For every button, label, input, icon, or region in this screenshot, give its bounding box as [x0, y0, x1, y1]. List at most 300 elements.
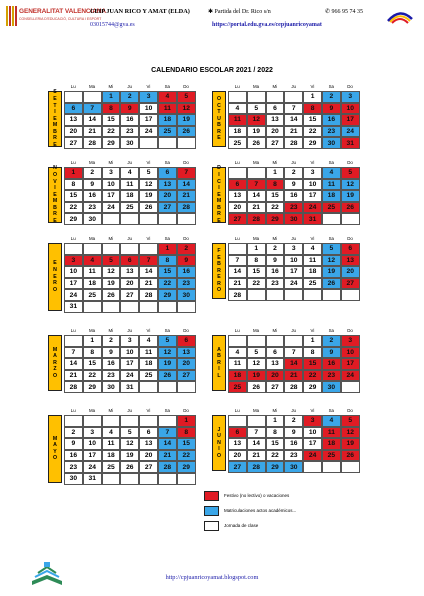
day-cell: 7	[228, 255, 247, 267]
day-cell: 15	[64, 190, 83, 202]
day-cell: 10	[83, 438, 102, 450]
month-label-letter: M	[52, 198, 58, 205]
day-cell: 19	[247, 370, 266, 382]
day-cell: 15	[266, 438, 285, 450]
legend-enrollment-swatch	[204, 506, 219, 516]
day-cell: 28	[284, 137, 303, 149]
day-cell: 21	[284, 370, 303, 382]
day-cell: 27	[139, 461, 158, 473]
day-cell: 25	[139, 370, 158, 382]
day-cell: 23	[64, 461, 83, 473]
day-cell: 20	[341, 266, 360, 278]
day-cell: 9	[102, 347, 121, 359]
day-cell: 17	[102, 190, 121, 202]
day-cell: 31	[64, 301, 83, 313]
day-cell: 26	[177, 126, 196, 138]
day-cell: 12	[102, 266, 121, 278]
month-label-letter: E	[217, 274, 221, 281]
month-label-letter: O	[216, 95, 222, 102]
day-cell: 26	[139, 202, 158, 214]
day-cell: 12	[158, 347, 177, 359]
weekday-header: Vi	[310, 407, 315, 413]
day-cell: 23	[322, 126, 341, 138]
blog-link[interactable]: http://cpjuanricoyamat.blogspot.com	[165, 574, 259, 581]
day-cell: 6	[266, 103, 285, 115]
day-cell: 5	[177, 91, 196, 103]
month-label-letter: I	[54, 109, 56, 116]
month-label-letter: C	[217, 178, 221, 185]
day-cell: 14	[177, 179, 196, 191]
weekday-header: Ju	[127, 407, 132, 413]
weekday-header: Ju	[291, 407, 296, 413]
day-cell: 15	[266, 190, 285, 202]
month-label-letter: R	[217, 128, 221, 135]
day-cell: 11	[303, 255, 322, 267]
weekday-header: Sa	[328, 407, 334, 413]
day-cell: 23	[83, 202, 102, 214]
weekday-header: Lu	[70, 83, 76, 89]
day-cell: 1	[177, 415, 196, 427]
day-cell: 4	[158, 91, 177, 103]
day-cell-empty	[228, 91, 247, 103]
day-cell: 24	[284, 278, 303, 290]
day-cell: 2	[64, 427, 83, 439]
weekday-header: Lu	[234, 327, 240, 333]
day-cell: 8	[64, 179, 83, 191]
day-cell: 23	[322, 370, 341, 382]
day-cell-empty	[120, 415, 139, 427]
day-cell: 20	[120, 278, 139, 290]
weekday-header: Vi	[146, 159, 151, 165]
day-cell: 26	[102, 289, 121, 301]
day-cell: 17	[83, 450, 102, 462]
weekday-header: Mi	[108, 327, 114, 333]
day-cell-empty	[139, 473, 158, 485]
day-cell: 22	[83, 370, 102, 382]
day-cell: 29	[158, 289, 177, 301]
day-cell-empty	[139, 137, 158, 149]
weekday-header: Sa	[328, 159, 334, 165]
month-label-letter: Y	[53, 448, 57, 455]
day-cell: 27	[64, 137, 83, 149]
day-cell: 29	[83, 381, 102, 393]
day-cell: 21	[139, 278, 158, 290]
day-cell: 13	[120, 266, 139, 278]
day-cell-empty	[303, 461, 322, 473]
school-phone: ✆ 966 95 74 35	[325, 9, 364, 15]
month-label-letter: I	[218, 366, 220, 373]
month-label-letter: N	[53, 266, 57, 273]
weekday-header: Ma	[88, 235, 96, 241]
day-cell: 7	[284, 347, 303, 359]
month-label-letter: D	[217, 165, 221, 172]
day-cell: 3	[303, 167, 322, 179]
day-cell-empty	[120, 243, 139, 255]
day-cell: 10	[341, 347, 360, 359]
weekday-header: Vi	[310, 327, 315, 333]
day-cell: 11	[322, 179, 341, 191]
generalitat-name: GENERALITAT VALENCIANA	[19, 8, 106, 15]
month-label-letter: N	[53, 165, 57, 172]
day-cell: 16	[266, 266, 285, 278]
day-cell-empty	[139, 243, 158, 255]
weekday-header: Sa	[328, 83, 334, 89]
day-cell: 12	[341, 427, 360, 439]
day-cell: 28	[64, 381, 83, 393]
day-cell-empty	[102, 473, 121, 485]
day-cell: 1	[266, 167, 285, 179]
day-cell: 8	[266, 179, 285, 191]
month-label-letter: A	[217, 346, 221, 353]
month-label-letter: J	[217, 426, 221, 433]
day-cell: 29	[102, 137, 121, 149]
day-cell: 25	[322, 202, 341, 214]
day-cell: 12	[341, 179, 360, 191]
day-cell: 17	[64, 278, 83, 290]
day-cell: 7	[284, 103, 303, 115]
day-cell: 15	[83, 358, 102, 370]
weekday-header: Mi	[272, 407, 278, 413]
day-cell: 14	[284, 358, 303, 370]
day-cell-empty	[303, 289, 322, 301]
day-cell: 12	[139, 179, 158, 191]
day-cell: 28	[139, 289, 158, 301]
day-cell: 6	[158, 167, 177, 179]
day-cell: 21	[247, 450, 266, 462]
month-label-letter: E	[53, 191, 57, 198]
day-cell: 11	[322, 427, 341, 439]
month-label-letter: B	[53, 204, 57, 211]
day-cell: 15	[102, 114, 121, 126]
day-cell-empty	[228, 335, 247, 347]
day-cell-empty	[102, 301, 121, 313]
month-label-letter: B	[217, 261, 221, 268]
day-cell: 16	[64, 450, 83, 462]
day-cell: 20	[228, 450, 247, 462]
weekday-header: Ma	[88, 83, 96, 89]
weekday-header: Do	[183, 235, 189, 241]
weekday-header: Ju	[127, 327, 132, 333]
day-cell: 18	[322, 438, 341, 450]
day-cell-empty	[341, 461, 360, 473]
month-label-letter: C	[217, 102, 221, 109]
month-label-letter: M	[52, 122, 58, 129]
month-label-letter: L	[217, 372, 221, 379]
day-cell: 19	[120, 450, 139, 462]
month-label-letter: O	[216, 452, 222, 459]
day-cell: 16	[322, 358, 341, 370]
day-cell: 25	[322, 450, 341, 462]
day-cell: 22	[303, 126, 322, 138]
day-cell: 9	[322, 103, 341, 115]
month-label-letter: F	[217, 247, 221, 254]
day-cell: 29	[64, 213, 83, 225]
day-cell: 5	[322, 243, 341, 255]
day-cell: 18	[303, 266, 322, 278]
day-cell: 30	[284, 461, 303, 473]
day-cell: 9	[322, 347, 341, 359]
legend-class-day-swatch	[204, 521, 219, 531]
day-cell: 10	[303, 179, 322, 191]
day-cell: 23	[266, 278, 285, 290]
day-cell-empty	[341, 289, 360, 301]
day-cell: 19	[247, 126, 266, 138]
weekday-header: Mi	[272, 327, 278, 333]
weekday-header: Do	[347, 407, 353, 413]
day-cell: 28	[247, 213, 266, 225]
day-cell: 2	[83, 167, 102, 179]
day-cell: 9	[120, 103, 139, 115]
weekday-header: Lu	[70, 327, 76, 333]
weekday-header: Sa	[164, 327, 170, 333]
day-cell: 26	[247, 137, 266, 149]
day-cell: 22	[177, 450, 196, 462]
day-cell: 9	[83, 179, 102, 191]
day-cell: 30	[322, 381, 341, 393]
weekday-header: Sa	[328, 327, 334, 333]
day-cell: 4	[102, 427, 121, 439]
day-cell: 6	[266, 347, 285, 359]
day-cell: 4	[139, 335, 158, 347]
month-label	[48, 167, 62, 223]
weekday-header: Lu	[234, 235, 240, 241]
day-cell: 24	[139, 126, 158, 138]
day-cell-empty	[139, 213, 158, 225]
day-cell: 27	[120, 289, 139, 301]
month-label-letter: B	[217, 122, 221, 129]
day-cell: 6	[64, 103, 83, 115]
day-cell: 23	[284, 202, 303, 214]
weekday-header: Ma	[88, 159, 96, 165]
day-cell: 18	[102, 450, 121, 462]
day-cell: 30	[83, 213, 102, 225]
day-cell-empty	[284, 289, 303, 301]
day-cell: 26	[247, 381, 266, 393]
month-label-letter: O	[216, 287, 222, 294]
day-cell: 24	[303, 202, 322, 214]
day-cell: 22	[266, 450, 285, 462]
day-cell-empty	[266, 289, 285, 301]
day-cell-empty	[177, 381, 196, 393]
day-cell-empty	[158, 137, 177, 149]
day-cell: 8	[83, 347, 102, 359]
weekday-header: Do	[183, 159, 189, 165]
month-label-letter: B	[217, 204, 221, 211]
school-email[interactable]: 03015744@gva.es	[90, 22, 135, 28]
day-cell: 31	[83, 473, 102, 485]
day-cell: 3	[139, 91, 158, 103]
month-label-letter: M	[216, 198, 222, 205]
day-cell: 28	[177, 202, 196, 214]
day-cell: 2	[284, 167, 303, 179]
day-cell: 18	[120, 190, 139, 202]
weekday-header: Lu	[234, 159, 240, 165]
day-cell: 4	[83, 255, 102, 267]
day-cell-empty	[177, 473, 196, 485]
day-cell: 7	[247, 179, 266, 191]
day-cell-empty	[139, 301, 158, 313]
day-cell: 27	[228, 213, 247, 225]
day-cell-empty	[102, 415, 121, 427]
day-cell: 14	[158, 438, 177, 450]
weekday-header: Do	[347, 327, 353, 333]
day-cell-empty	[158, 213, 177, 225]
month-label-letter: O	[52, 455, 58, 462]
day-cell: 10	[64, 266, 83, 278]
day-cell: 9	[64, 438, 83, 450]
day-cell: 17	[303, 190, 322, 202]
day-cell: 22	[303, 370, 322, 382]
page-header	[0, 0, 424, 44]
day-cell-empty	[158, 301, 177, 313]
day-cell: 8	[303, 103, 322, 115]
day-cell: 8	[247, 255, 266, 267]
month-label-letter: I	[218, 446, 220, 453]
day-cell-empty	[247, 167, 266, 179]
month-label-letter: M	[52, 346, 58, 353]
day-cell: 31	[341, 137, 360, 149]
month-label-letter: N	[217, 439, 221, 446]
weekday-header: Ma	[88, 407, 96, 413]
day-cell: 12	[120, 438, 139, 450]
month-label-letter: Z	[53, 366, 57, 373]
day-cell: 13	[139, 438, 158, 450]
day-cell: 20	[64, 126, 83, 138]
day-cell: 17	[303, 438, 322, 450]
day-cell: 1	[247, 243, 266, 255]
day-cell-empty	[102, 243, 121, 255]
month-label-letter: O	[52, 171, 58, 178]
weekday-header: Mi	[108, 235, 114, 241]
day-cell: 5	[341, 415, 360, 427]
school-portal-link[interactable]: https://portal.edu.gva.es/cepjuanricoyamat	[212, 22, 322, 28]
day-cell: 30	[284, 213, 303, 225]
month-label-letter: R	[53, 280, 57, 287]
day-cell-empty	[247, 335, 266, 347]
weekday-header: Ju	[291, 235, 296, 241]
weekday-header: Do	[347, 235, 353, 241]
legend-holiday-swatch	[204, 491, 219, 501]
school-name: CEIP JUAN RICO Y AMAT (ELDA)	[90, 8, 190, 15]
day-cell: 22	[247, 278, 266, 290]
weekday-header: Do	[183, 407, 189, 413]
day-cell: 16	[177, 266, 196, 278]
month-label-letter: E	[217, 218, 221, 225]
month-label-letter: B	[217, 353, 221, 360]
weekday-header: Lu	[234, 83, 240, 89]
weekday-header: Ma	[252, 407, 260, 413]
day-cell-empty	[83, 91, 102, 103]
month-label-letter: O	[52, 286, 58, 293]
day-cell: 2	[177, 243, 196, 255]
day-cell: 12	[177, 103, 196, 115]
day-cell: 6	[228, 427, 247, 439]
weekday-header: Lu	[70, 159, 76, 165]
day-cell: 2	[102, 335, 121, 347]
day-cell: 8	[158, 255, 177, 267]
weekday-header: Do	[183, 83, 189, 89]
day-cell: 20	[139, 450, 158, 462]
day-cell: 20	[177, 358, 196, 370]
weekday-header: Do	[183, 327, 189, 333]
day-cell-empty	[266, 91, 285, 103]
weekday-header: Do	[347, 83, 353, 89]
weekday-header: Sa	[164, 235, 170, 241]
day-cell: 20	[266, 370, 285, 382]
day-cell: 13	[228, 190, 247, 202]
day-cell: 21	[83, 126, 102, 138]
day-cell: 3	[120, 335, 139, 347]
day-cell: 17	[341, 358, 360, 370]
day-cell: 17	[120, 358, 139, 370]
day-cell: 1	[266, 415, 285, 427]
day-cell: 24	[341, 370, 360, 382]
day-cell: 21	[177, 190, 196, 202]
month-label-letter: E	[53, 142, 57, 149]
day-cell: 8	[266, 427, 285, 439]
day-cell: 11	[139, 347, 158, 359]
day-cell: 19	[139, 190, 158, 202]
weekday-header: Sa	[328, 235, 334, 241]
month-label-letter: E	[217, 191, 221, 198]
day-cell: 9	[266, 255, 285, 267]
weekday-header: Ma	[252, 235, 260, 241]
day-cell: 11	[228, 114, 247, 126]
day-cell: 7	[247, 427, 266, 439]
day-cell: 19	[102, 278, 121, 290]
day-cell: 13	[177, 347, 196, 359]
day-cell: 27	[266, 137, 285, 149]
month-label-letter: I	[218, 185, 220, 192]
day-cell: 19	[322, 266, 341, 278]
day-cell-empty	[64, 335, 83, 347]
day-cell-empty	[139, 415, 158, 427]
day-cell: 7	[64, 347, 83, 359]
day-cell: 24	[303, 450, 322, 462]
day-cell: 15	[303, 114, 322, 126]
day-cell: 3	[102, 167, 121, 179]
weekday-header: Sa	[164, 83, 170, 89]
day-cell: 1	[64, 167, 83, 179]
day-cell: 30	[322, 137, 341, 149]
day-cell: 4	[228, 103, 247, 115]
weekday-header: Mi	[272, 235, 278, 241]
weekday-header: Ju	[127, 159, 132, 165]
day-cell: 7	[139, 255, 158, 267]
month-label	[212, 335, 226, 391]
day-cell: 16	[120, 114, 139, 126]
day-cell: 17	[284, 266, 303, 278]
day-cell: 13	[341, 255, 360, 267]
day-cell: 9	[177, 255, 196, 267]
day-cell: 16	[83, 190, 102, 202]
day-cell: 23	[284, 450, 303, 462]
day-cell: 26	[322, 278, 341, 290]
day-cell: 10	[284, 255, 303, 267]
day-cell: 30	[120, 137, 139, 149]
day-cell: 7	[158, 427, 177, 439]
day-cell: 20	[266, 126, 285, 138]
month-label	[48, 243, 62, 311]
day-cell: 29	[177, 461, 196, 473]
day-cell: 21	[228, 278, 247, 290]
day-cell: 24	[83, 461, 102, 473]
month-label-letter: M	[52, 435, 58, 442]
day-cell: 21	[158, 450, 177, 462]
day-cell: 18	[322, 190, 341, 202]
day-cell-empty	[64, 91, 83, 103]
day-cell-empty	[120, 473, 139, 485]
